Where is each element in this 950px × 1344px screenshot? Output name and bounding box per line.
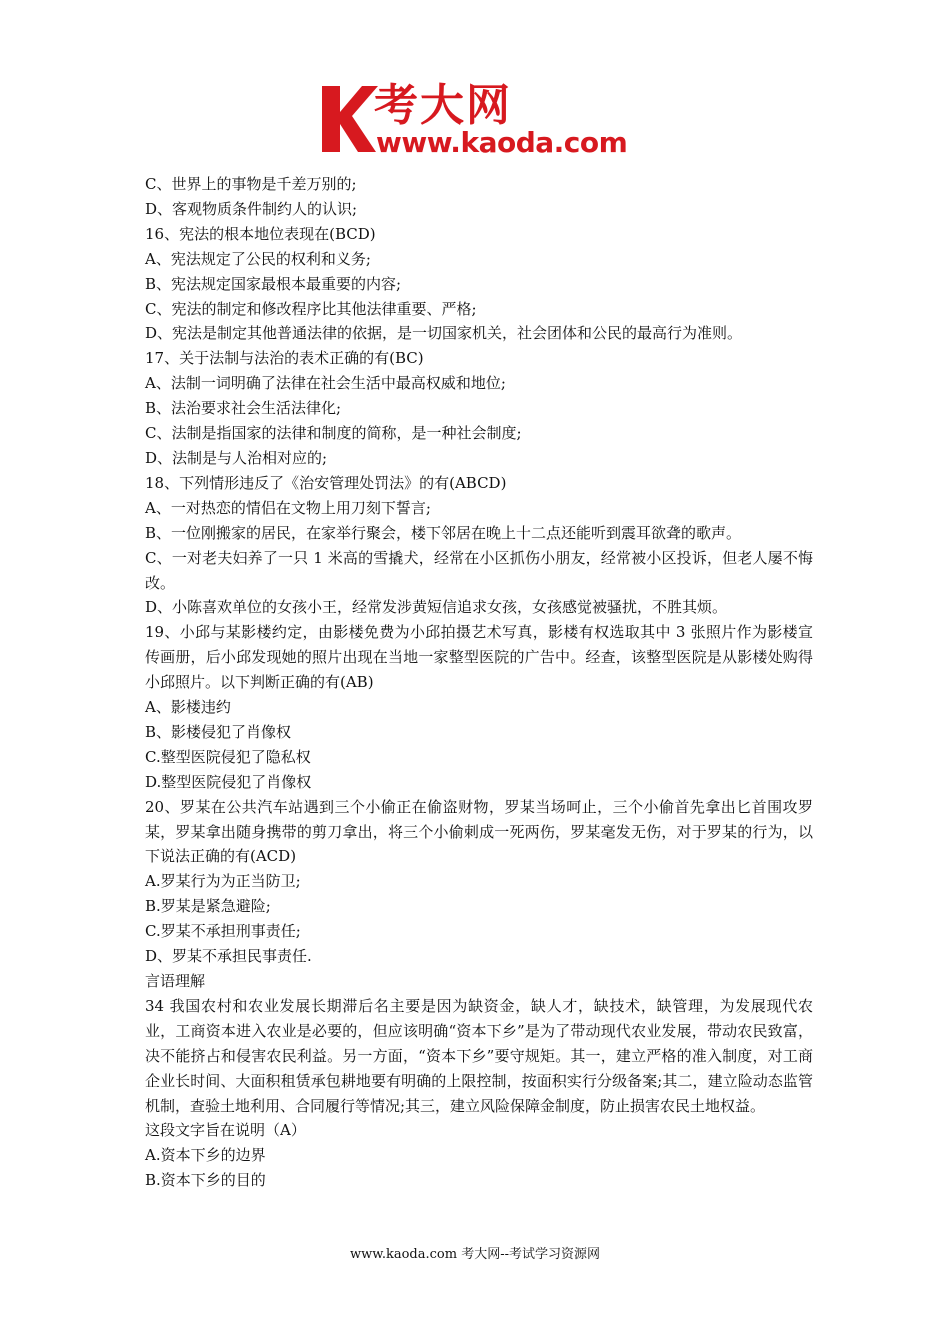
text-line: A.资本下乡的边界 xyxy=(145,1146,266,1165)
text-line: B、影楼侵犯了肖像权 xyxy=(145,722,292,741)
text-line: A、宪法规定了公民的权利和义务; xyxy=(145,249,371,268)
text-line: D、罗某不承担民事责任. xyxy=(145,947,312,966)
text-line: A、影楼违约 xyxy=(145,698,231,717)
page-footer: www.kaoda.com 考大网--考试学习资源网 xyxy=(350,1247,600,1262)
text-line: A.罗某行为为正当防卫; xyxy=(145,872,301,891)
text-line: C、世界上的事物是千差万别的; xyxy=(145,175,357,193)
text-line: B.罗某是紧急避险; xyxy=(145,897,271,916)
text-line: B、法治要求社会生活法律化; xyxy=(145,399,342,418)
text-line: A、法制一词明确了法律在社会生活中最高权威和地位; xyxy=(145,374,506,393)
text-line: D.整型医院侵犯了肖像权 xyxy=(145,772,312,791)
text-line: B.资本下乡的目的 xyxy=(145,1171,266,1190)
text-line: 这段文字旨在说明（A） xyxy=(145,1121,306,1140)
question-19: 19、小邱与某影楼约定，由影楼免费为小邱拍摄艺术写真，影楼有权选取其中 3 张照片作为影楼宣传画册，后小邱发现她的照片出现在当地一家整型医院的广告中。经查，该整型医院是从影楼处购得小邱照片。以下判断正确的有(AB) xyxy=(145,623,813,692)
text-line: D、宪法是制定其他普通法律的依据，是一切国家机关，社会团体和公民的最高行为准则。 xyxy=(145,324,743,343)
text-line: C.罗某不承担刑事责任; xyxy=(145,922,301,941)
question-17: 17、关于法制与法治的表术正确的有(BC) xyxy=(145,349,424,368)
document-body xyxy=(145,172,813,1193)
option-paragraph: C、一对老夫妇养了一只 1 米高的雪撬犬，经常在小区抓伤小朋友，经常被小区投诉，但老人屡不悔改。 xyxy=(145,548,813,592)
question-18: 18、下列情形违反了《治安管理处罚法》的有(ABCD) xyxy=(145,473,507,492)
question-16: 16、宪法的根本地位表现在(BCD) xyxy=(145,224,376,243)
question-20: 20、罗某在公共汽车站遇到三个小偷正在偷盗财物，罗某当场呵止，三个小偷首先拿出匕首围攻罗某，罗某拿出随身携带的剪刀拿出，将三个小偷刺成一死两伤，罗某毫发无伤，对于罗某的行为，以下说法正确的有(ACD) xyxy=(145,797,813,866)
text-line: A、一对热恋的情侣在文物上用刀刻下誓言; xyxy=(145,498,431,517)
site-logo[interactable] xyxy=(318,82,638,162)
text-line: C、宪法的制定和修改程序比其他法律重要、严格; xyxy=(145,299,477,318)
text-line: D、法制是与人治相对应的; xyxy=(145,448,328,467)
question-34: 34 我国农村和农业发展长期滞后名主要是因为缺资金，缺人才，缺技术，缺管理，为发展现代农业，工商资本进入农业是必要的，但应该明确“资本下乡”是为了带动现代农业发展，带动农民致富，决不能挤占和侵害农民利益。另一方面，“资本下乡”要守规矩。其一，建立严格的准入制度，对工商企业长时间、大面积租赁承包耕地要有明确的上限控制，按面积实行分级备案;其二，建立险动态监管机制，查验土地利用、合同履行等情况;其三，建立风险保障金制度，防止损害农民土地权益。 xyxy=(145,996,813,1115)
text-line: C、法制是指国家的法律和制度的简称，是一种社会制度; xyxy=(145,424,522,443)
text-line: D、客观物质条件制约人的认识; xyxy=(145,199,358,218)
k-logo-icon xyxy=(318,82,380,154)
text-line: C.整型医院侵犯了隐私权 xyxy=(145,747,311,766)
logo-title: 考大网 xyxy=(374,80,512,131)
text-line: D、小陈喜欢单位的女孩小王，经常发涉黄短信追求女孩，女孩感觉被骚扰，不胜其烦。 xyxy=(145,598,728,617)
text-line: B、一位刚搬家的居民，在家举行聚会，楼下邻居在晚上十二点还能听到震耳欲聋的歌声。 xyxy=(145,523,742,542)
text-line: B、宪法规定国家最根本最重要的内容; xyxy=(145,274,402,293)
logo-url: www.kaoda.com xyxy=(376,126,628,159)
section-heading: 言语理解 xyxy=(145,972,206,990)
